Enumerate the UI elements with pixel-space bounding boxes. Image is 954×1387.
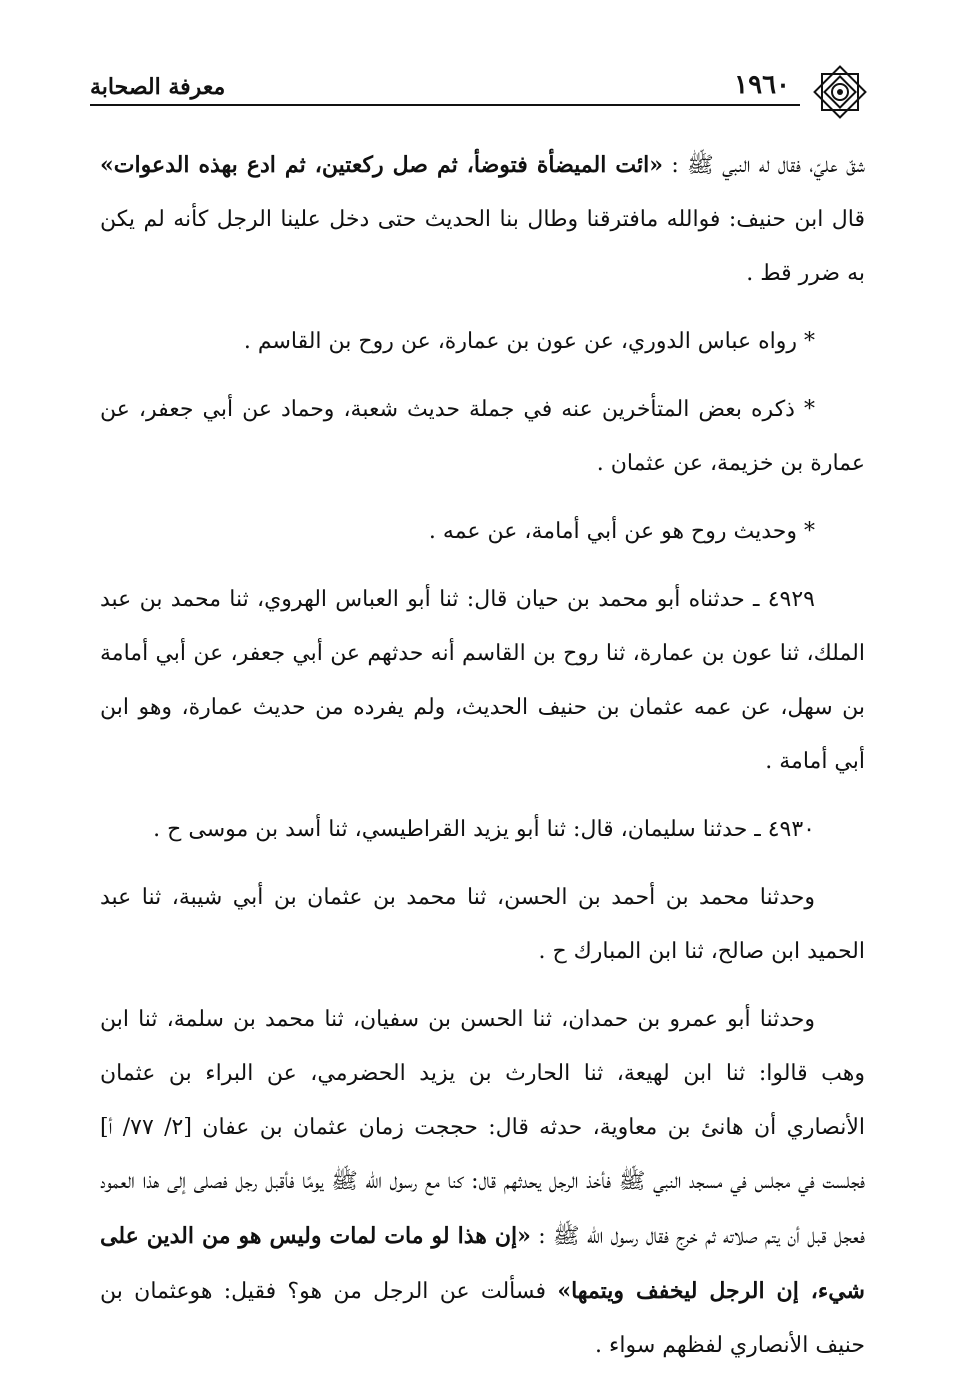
paragraph-p6 (100, 803, 865, 857)
book-title: معرفة الصحابة (90, 74, 226, 100)
paragraph-p5 (100, 573, 865, 789)
paragraph-p4 (100, 505, 865, 559)
paragraph-text: ٤٩٣٠ ـ حدثنا سليمان، قال: ثنا أبو يزيد القراطيسي، ثنا أسد بن موسى ح . (153, 817, 815, 842)
paragraph-p2 (100, 315, 865, 369)
header-rule (90, 104, 800, 106)
paragraph-text: وحدثنا أبو عمرو بن حمدان، ثنا الحسن بن سفيان، ثنا محمد بن سلمة، ثنا ابن وهب قالوا: ثنا ابن لهيعة، ثنا الحارث بن يزيد الحضرمي، عن البراء بن عثمان الأنصاري أن هانئ بن معاوية، حدثه قال: حججت زمان عثمان بن عفان [٢/ ٧٧/ أ] فجلست في مجلس في مسجد النبي ﷺ فأخذ الرجل يحدثهم قال: كنا مع رسول الله ﷺ يومًا فأقبل رجل فصلى إلى هذا العمود فعجل قبل أن يتم صلاته ثم خرج فقال رسول الله ﷺ : (100, 1007, 866, 1249)
paragraph-p8 (100, 993, 865, 1373)
paragraph-p3 (100, 383, 865, 491)
paragraph-text: * رواه عباس الدوري، عن عون بن عمارة، عن روح بن القاسم . (243, 329, 815, 354)
paragraph-text: فسألت عن الرجل من هو؟ فقيل: هوعثمان بن حنيف الأنصاري لفظهم سواء . (100, 1279, 865, 1358)
paragraph-text: ٤٩٢٩ ـ حدثناه أبو محمد بن حيان قال: ثنا أبو العباس الهروي، ثنا محمد بن عبد الملك، ثنا عون بن عمارة، ثنا روح بن القاسم أنه حدثهم عن أبي جعفر، عن أبي أمامة بن سهل، عن عمه عثمان بن حنيف الحديث، ولم يفرده من حديث عمارة، وهو ابن أبي أمامة . (100, 587, 865, 774)
paragraph-text: * ذكره بعض المتأخرين عنه في جملة حديث شعبة، وحماد عن أبي جعفر، عن عمارة بن خزيمة، عن عثمان . (100, 397, 865, 476)
paragraph-text: شقّ عليّ، فقال له النبي ﷺ : (662, 153, 866, 178)
paragraph-text: وحدثنا محمد بن أحمد بن الحسن، ثنا محمد بن عثمان بن أبي شيبة، ثنا عبد الحميد ابن صالح، ثنا ابن المبارك ح . (100, 885, 865, 964)
hadith-text: «إن هذا لو مات لمات وليس هو من الدين على شيء، إن الرجل ليخفف ويتمها» (100, 1223, 865, 1304)
page-body (100, 138, 865, 1387)
page-number: ١٩٦٠ (734, 70, 790, 100)
paragraph-text: قال ابن حنيف: فوالله مافترقنا وطال بنا الحديث حتى دخل علينا الرجل كأنه لم يكن به ضرر قط . (100, 207, 865, 286)
star-ornament-icon (810, 62, 870, 122)
paragraph-text: * وحديث روح هو عن أبي أمامة، عن عمه . (428, 519, 815, 544)
paragraph-p1 (100, 138, 865, 301)
hadith-text: «ائت الميضأة فتوضأ، ثم صل ركعتين، ثم ادع بهذه الدعوات» (100, 152, 663, 178)
page-header (90, 62, 870, 122)
paragraph-p7 (100, 871, 865, 979)
